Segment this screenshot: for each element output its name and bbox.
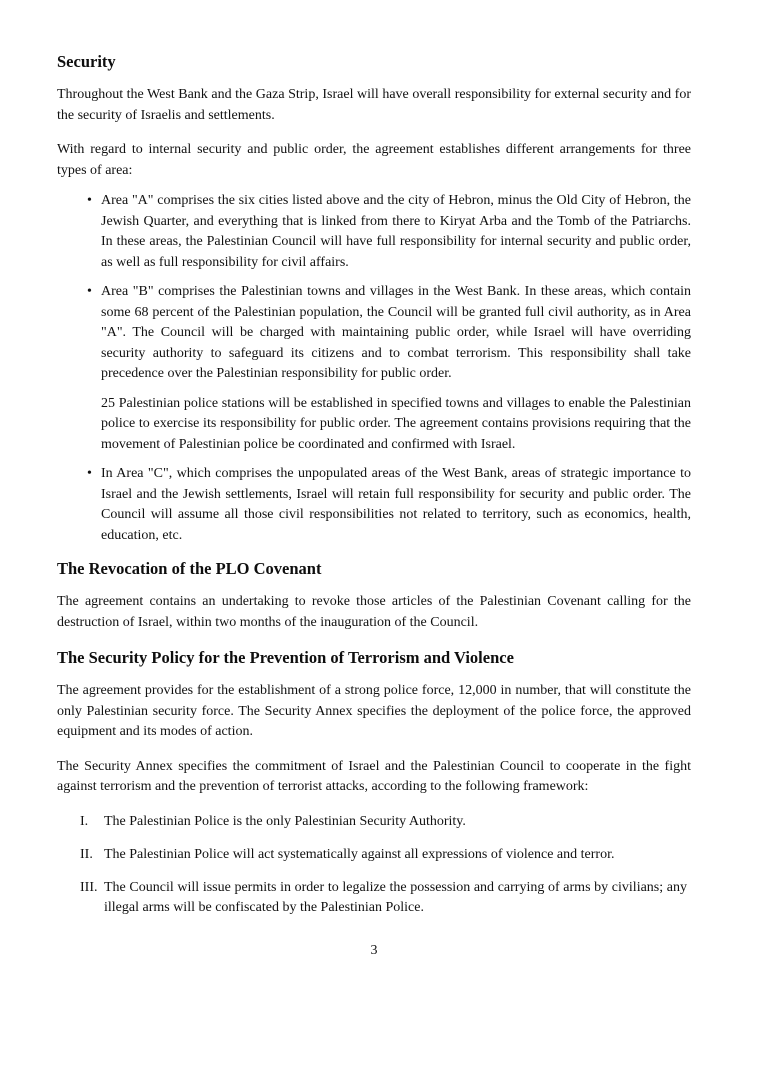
paragraph-police-force: The agreement provides for the establishment of a strong police force, 12,000 in number, that will constitute the only Palestinian security force. The Security Annex specifies the deployment of the police force, the approved equipment and its modes of action.	[57, 683, 691, 739]
heading-plo-covenant: The Revocation of the PLO Covenant	[57, 559, 322, 578]
bullet-item-area-b	[87, 282, 691, 385]
roman-text-1: The Palestinian Police is the only Palestinian Security Authority.	[104, 813, 466, 829]
roman-numeral-3: III.	[80, 879, 98, 895]
bullet-icon: •	[87, 466, 92, 481]
paragraph-plo-covenant: The agreement contains an undertaking to revoke those articles of the Palestinian Covenant calling for the destruction of Israel, within two months of the inauguration of the Council.	[57, 594, 691, 630]
paragraph-internal-security: With regard to internal security and public order, the agreement establishes different arrangements for three types of area:	[57, 142, 691, 178]
paragraph-security-annex: The Security Annex specifies the commitment of Israel and the Palestinian Council to cooperate in the fight against terrorism and the prevention of terrorist attacks, according to the following framework:	[57, 758, 691, 794]
bullet-icon: •	[87, 193, 92, 208]
paragraph-overall-responsibility: Throughout the West Bank and the Gaza Strip, Israel will have overall responsibility for external security and for the security of Israelis and settlements.	[57, 87, 691, 123]
paragraph-police-stations: 25 Palestinian police stations will be established in specified towns and villages to enable the Palestinian police to exercise its responsibility for public order. The agreement contains provisions requiring that the movement of Palestinian police be coordinated and confirmed with Israel.	[101, 395, 691, 452]
roman-item-2	[80, 845, 691, 866]
bullet-item-area-a	[87, 191, 691, 273]
roman-numeral-1: I.	[80, 813, 89, 829]
bullet-icon: •	[87, 284, 92, 299]
roman-numeral-2: II.	[80, 847, 93, 862]
bullet-text-area-a: Area "A" comprises the six cities listed above and the city of Hebron, minus the Old City of Hebron, the Jewish Quarter, and everything that is linked from there to Kiryat Arba and the Tomb of the Patriarchs. In these areas, the Palestinian Council will have full responsibility for internal security and public order, as well as full responsibility for civil affairs.	[101, 193, 691, 270]
bullet-item-area-c	[87, 464, 691, 546]
bullet-text-area-b: Area "B" comprises the Palestinian towns and villages in the West Bank. In these areas, which contain some 68 percent of the Palestinian population, the Council will be granted full civil authority, as in Area "A". The Council will be charged with maintaining public order, while Israel will have overriding security authority to safeguard its citizens and to combat terrorism. This responsibility shall take precedence over the Palestinian responsibility for public order.	[101, 284, 691, 381]
heading-security: Security	[57, 52, 116, 71]
roman-item-1	[80, 812, 691, 833]
roman-text-3: The Council will issue permits in order to legalize the possession and carrying of arms by civilians; any illegal arms will be confiscated by the Palestinian Police.	[104, 879, 687, 915]
page-number: 3	[370, 942, 378, 958]
roman-item-3	[80, 878, 691, 919]
bullet-text-area-c: In Area "C", which comprises the unpopulated areas of the West Bank, areas of strategic importance to Israel and the Jewish settlements, Israel will retain full responsibility for security and public order. The Council will assume all those civil responsibilities not related to territory, such as economics, health, education, etc.	[101, 466, 691, 543]
document-content	[57, 51, 691, 961]
heading-security-policy: The Security Policy for the Prevention of Terrorism and Violence	[57, 648, 514, 667]
roman-text-2: The Palestinian Police will act systematically against all expressions of violence and terror.	[104, 847, 615, 862]
